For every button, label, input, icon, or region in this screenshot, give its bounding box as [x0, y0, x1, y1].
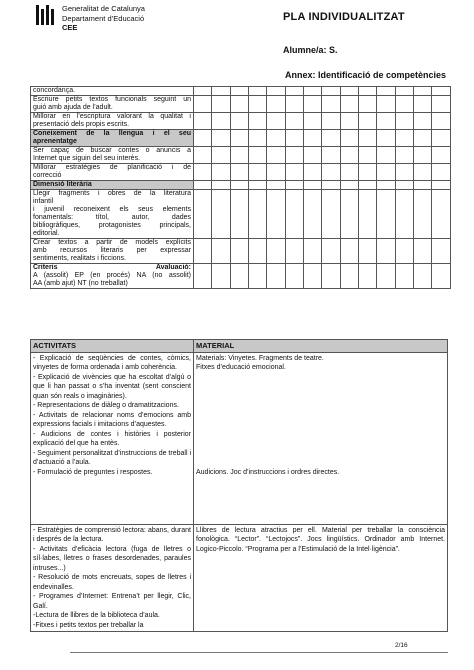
material-item: Fitxes d’educació emocional. — [196, 364, 286, 371]
evaluation-cell — [395, 181, 413, 190]
competence-line: presentació dels propis escrits. — [33, 121, 130, 128]
evaluation-cell — [303, 164, 321, 181]
competence-text — [31, 239, 194, 264]
evaluation-cell — [303, 96, 321, 113]
evaluation-cell — [358, 239, 376, 264]
activities-row — [31, 524, 448, 632]
evaluation-cell — [303, 239, 321, 264]
evaluation-cell — [194, 113, 212, 130]
activity-item: - Programes d’Internet: Entrena’t per llegir, Clic, Galí. — [33, 593, 191, 610]
evaluation-cell — [432, 239, 450, 264]
competence-line: editorial. — [33, 230, 60, 237]
evaluation-cell — [230, 113, 248, 130]
competence-line: amb recursos literaris per expressar — [33, 247, 191, 254]
evaluation-cell — [285, 113, 303, 130]
competence-row — [31, 239, 451, 264]
evaluation-cell — [194, 96, 212, 113]
evaluation-cell — [285, 87, 303, 96]
evaluation-cell — [358, 113, 376, 130]
evaluation-cell — [322, 130, 340, 147]
material-item — [196, 420, 445, 430]
evaluation-cell — [194, 264, 212, 289]
evaluation-cell — [248, 147, 266, 164]
competence-line: sentiments, realitats i ficcions. — [33, 255, 126, 262]
activities-header-row — [31, 340, 448, 353]
org-line-2: Departament d’Educació — [62, 13, 145, 23]
evaluation-cell — [395, 147, 413, 164]
material-cell — [194, 352, 448, 524]
evaluation-cell — [358, 96, 376, 113]
competence-text — [31, 87, 194, 96]
evaluation-cell — [413, 130, 431, 147]
competence-line: aprenentatge — [33, 138, 77, 145]
competence-line: Crear textos a partir de models explícits — [33, 239, 191, 246]
evaluation-cell — [322, 87, 340, 96]
org-line-3: CEE — [62, 23, 78, 32]
evaluation-cell — [285, 190, 303, 239]
evaluation-cell — [413, 190, 431, 239]
page-number: 2/16 — [395, 642, 408, 649]
evaluation-cell — [395, 164, 413, 181]
evaluation-cell — [212, 181, 230, 190]
evaluation-cell — [267, 164, 285, 181]
material-item — [196, 392, 445, 402]
evaluation-cell — [377, 164, 395, 181]
evaluation-cell — [358, 190, 376, 239]
evaluation-cell — [413, 113, 431, 130]
evaluation-cell — [285, 147, 303, 164]
competence-text — [31, 113, 194, 130]
competence-text — [31, 190, 194, 239]
evaluation-cell — [303, 130, 321, 147]
evaluation-cell — [212, 147, 230, 164]
evaluation-cell — [267, 130, 285, 147]
competence-line: Internet que siguin del seu interès. — [33, 155, 141, 162]
evaluation-cell — [212, 190, 230, 239]
evaluation-cell — [212, 130, 230, 147]
evaluation-cell — [377, 190, 395, 239]
competence-row — [31, 96, 451, 113]
activities-row — [31, 352, 448, 524]
competences-table — [30, 86, 451, 289]
organization-block — [62, 4, 145, 33]
evaluation-cell — [322, 190, 340, 239]
evaluation-cell — [230, 87, 248, 96]
activity-item: - Representacions de diàleg o dramatitzacions. — [33, 402, 179, 409]
criteria-row — [31, 264, 451, 289]
evaluation-cell — [432, 147, 450, 164]
competence-text — [31, 164, 194, 181]
activity-item: - Explicació de seqüències de contes, còmics, vinyetes de forma ordenada i amb coherència. — [33, 354, 191, 371]
evaluation-cell — [303, 190, 321, 239]
evaluation-cell — [248, 164, 266, 181]
evaluation-cell — [358, 87, 376, 96]
evaluation-cell — [340, 239, 358, 264]
evaluation-cell — [248, 87, 266, 96]
evaluation-cell — [285, 181, 303, 190]
generalitat-logo-icon — [36, 5, 54, 25]
evaluation-cell — [212, 239, 230, 264]
evaluation-cell — [267, 181, 285, 190]
material-item — [196, 382, 445, 392]
evaluation-cell — [340, 113, 358, 130]
evaluation-cell — [248, 264, 266, 289]
evaluation-cell — [377, 264, 395, 289]
material-item — [196, 373, 445, 383]
material-item: Materials: Vinyetes. Fragments de teatre. — [196, 354, 324, 362]
evaluation-cell — [395, 190, 413, 239]
evaluation-cell — [212, 264, 230, 289]
competence-line: Millorar en l’escriptura valorant la qualitat i — [33, 113, 191, 120]
evaluation-cell — [413, 181, 431, 190]
competence-line: concordança. — [33, 87, 76, 94]
evaluation-cell — [395, 239, 413, 264]
section-header-row — [31, 181, 451, 190]
evaluation-cell — [285, 239, 303, 264]
evaluation-cell — [322, 147, 340, 164]
evaluation-cell — [248, 181, 266, 190]
evaluation-cell — [395, 130, 413, 147]
activity-item: - Resolució de mots encreuats, sopes de lletres i endevinalles. — [33, 574, 191, 591]
evaluation-cell — [303, 181, 321, 190]
activity-item: - Audicions de contes i històries i posterior explicació del que ha entès. — [33, 430, 191, 447]
competence-line: fonamentals: títol, autor, dades — [33, 214, 191, 221]
evaluation-cell — [340, 96, 358, 113]
evaluation-cell — [194, 239, 212, 264]
evaluation-cell — [322, 164, 340, 181]
evaluation-cell — [395, 96, 413, 113]
evaluation-cell — [267, 190, 285, 239]
competence-line: Ser capaç de buscar contes o anuncis a — [33, 147, 191, 154]
evaluation-cell — [230, 264, 248, 289]
competence-row — [31, 164, 451, 181]
evaluation-cell — [377, 113, 395, 130]
competence-line: infantil — [33, 198, 54, 205]
evaluation-cell — [267, 113, 285, 130]
activity-item: - Formulació de preguntes i respostes. — [33, 468, 153, 476]
evaluation-cell — [377, 181, 395, 190]
activity-item: - Estratègies de comprensió lectora: abans, durant i després de la lectura. — [33, 526, 191, 543]
evaluation-cell — [340, 87, 358, 96]
evaluation-cell — [248, 113, 266, 130]
evaluation-cell — [432, 264, 450, 289]
competence-line: bibliogràfiques, protagonistes principals, — [33, 222, 191, 229]
competence-line: Criteris Avaluació: — [33, 264, 191, 271]
evaluation-cell — [413, 96, 431, 113]
competence-row — [31, 147, 451, 164]
competence-text — [31, 181, 194, 190]
evaluation-cell — [322, 96, 340, 113]
competence-text — [31, 147, 194, 164]
evaluation-cell — [432, 190, 450, 239]
evaluation-cell — [194, 130, 212, 147]
evaluation-cell — [432, 96, 450, 113]
evaluation-cell — [413, 147, 431, 164]
evaluation-cell — [358, 164, 376, 181]
evaluation-cell — [358, 264, 376, 289]
evaluation-cell — [230, 147, 248, 164]
activity-item: -Fitxes i petits textos per treballar la — [33, 621, 144, 629]
competence-line: A (assolit) EP (en procés) NA (no assolit) — [33, 272, 191, 279]
evaluation-cell — [285, 164, 303, 181]
material-item — [196, 458, 445, 468]
evaluation-cell — [303, 147, 321, 164]
evaluation-cell — [358, 130, 376, 147]
evaluation-cell — [413, 239, 431, 264]
competence-line: correcció — [33, 172, 62, 179]
evaluation-cell — [377, 147, 395, 164]
evaluation-cell — [285, 264, 303, 289]
activity-item: - Activitats de relacionar noms d’emocions amb expressions facials i imitacions d’aquestes. — [33, 411, 191, 428]
evaluation-cell — [340, 264, 358, 289]
competence-line: guió amb ajuda de l’adult. — [33, 104, 113, 111]
evaluation-cell — [212, 113, 230, 130]
competence-line: Coneixement de la llengua i el seu — [33, 130, 191, 137]
competence-line: Llegir fragments i obres de la literatura — [33, 190, 191, 197]
material-item: Llibres de lectura atractius per ell. Material per treballar la consciència fonològica. “Lector”. “Lectojocs”. Jocs lingüístics. Ordinador amb Internet. Logico-Piccolo. “Programa per a l’Estimulació de la Intel·ligència”. — [196, 526, 445, 553]
section-header-row — [31, 130, 451, 147]
evaluation-cell — [340, 147, 358, 164]
evaluation-cell — [248, 130, 266, 147]
activity-item: - Explicació de vivències que ha escoltat d’algú o que li han passat o s’ha inventat (sent conscient quan són reals o imaginàries). — [33, 373, 191, 400]
evaluation-cell — [267, 147, 285, 164]
material-cell — [194, 524, 448, 632]
evaluation-cell — [340, 130, 358, 147]
evaluation-cell — [194, 164, 212, 181]
student-name: Alumne/a: S. — [283, 45, 338, 55]
activities-cell — [31, 524, 194, 632]
evaluation-cell — [285, 96, 303, 113]
org-line-1: Generalitat de Catalunya — [62, 4, 145, 13]
evaluation-cell — [432, 113, 450, 130]
evaluation-cell — [303, 264, 321, 289]
competence-line: Millorar estratègies de planificació i de — [33, 164, 191, 171]
competence-text — [31, 130, 194, 147]
competence-row — [31, 190, 451, 239]
annex-title: Annex: Identificació de competències — [284, 70, 446, 80]
evaluation-cell — [395, 87, 413, 96]
evaluation-cell — [267, 96, 285, 113]
evaluation-cell — [413, 87, 431, 96]
competence-row — [31, 113, 451, 130]
evaluation-cell — [395, 113, 413, 130]
evaluation-cell — [212, 87, 230, 96]
evaluation-cell — [194, 147, 212, 164]
evaluation-cell — [230, 164, 248, 181]
evaluation-cell — [194, 87, 212, 96]
evaluation-cell — [212, 96, 230, 113]
evaluation-cell — [413, 164, 431, 181]
evaluation-cell — [432, 181, 450, 190]
evaluation-cell — [432, 87, 450, 96]
evaluation-cell — [413, 264, 431, 289]
evaluation-cell — [285, 130, 303, 147]
material-item — [196, 449, 445, 459]
footer-divider — [70, 652, 448, 653]
evaluation-cell — [248, 239, 266, 264]
competence-row — [31, 87, 451, 96]
evaluation-cell — [358, 181, 376, 190]
evaluation-cell — [340, 164, 358, 181]
evaluation-cell — [322, 113, 340, 130]
activity-item: -Lectura de llibres de la biblioteca d’aula. — [33, 612, 160, 619]
evaluation-cell — [248, 190, 266, 239]
evaluation-cell — [194, 181, 212, 190]
evaluation-cell — [377, 87, 395, 96]
evaluation-cell — [303, 113, 321, 130]
competence-line: Escriure petits textos funcionals seguint un — [33, 96, 191, 103]
evaluation-cell — [230, 96, 248, 113]
competence-line: i juvenil reconeixent els seus elements — [33, 206, 191, 213]
evaluation-cell — [432, 130, 450, 147]
evaluation-cell — [248, 96, 266, 113]
competence-line: Dimensió literària — [33, 181, 92, 188]
evaluation-cell — [267, 239, 285, 264]
evaluation-cell — [303, 87, 321, 96]
activities-table — [30, 339, 448, 632]
competence-text — [31, 264, 194, 289]
page-title: PLA INDIVIDUALITZAT — [283, 11, 405, 23]
material-item — [196, 401, 445, 411]
material-item — [196, 439, 445, 449]
evaluation-cell — [377, 130, 395, 147]
evaluation-cell — [230, 181, 248, 190]
material-item — [196, 411, 445, 421]
evaluation-cell — [194, 190, 212, 239]
evaluation-cell — [358, 147, 376, 164]
evaluation-cell — [377, 96, 395, 113]
evaluation-cell — [432, 164, 450, 181]
evaluation-cell — [322, 264, 340, 289]
evaluation-cell — [340, 190, 358, 239]
activity-item: - Seguiment personalitzat d’instruccions de treball i d’actuació a l’aula. — [33, 449, 191, 466]
activities-cell — [31, 352, 194, 524]
evaluation-cell — [322, 239, 340, 264]
competence-line: AA (amb ajut) NT (no treballat) — [33, 280, 128, 287]
activities-column-header: ACTIVITATS — [31, 340, 194, 353]
evaluation-cell — [322, 181, 340, 190]
evaluation-cell — [212, 164, 230, 181]
evaluation-cell — [230, 130, 248, 147]
evaluation-cell — [267, 87, 285, 96]
competence-text — [31, 96, 194, 113]
evaluation-cell — [230, 239, 248, 264]
evaluation-cell — [230, 190, 248, 239]
evaluation-cell — [395, 264, 413, 289]
evaluation-cell — [377, 239, 395, 264]
material-item — [196, 430, 445, 440]
activity-item: - Activitats d’eficàcia lectora (fuga de lletres o síl·labes, lletres o frases desordenades, paraules intruses...) — [33, 545, 191, 572]
material-item: Audicions. Joc d’instruccions i ordres directes. — [196, 468, 340, 476]
evaluation-cell — [267, 264, 285, 289]
material-column-header: MATERIAL — [194, 340, 448, 353]
evaluation-cell — [340, 181, 358, 190]
